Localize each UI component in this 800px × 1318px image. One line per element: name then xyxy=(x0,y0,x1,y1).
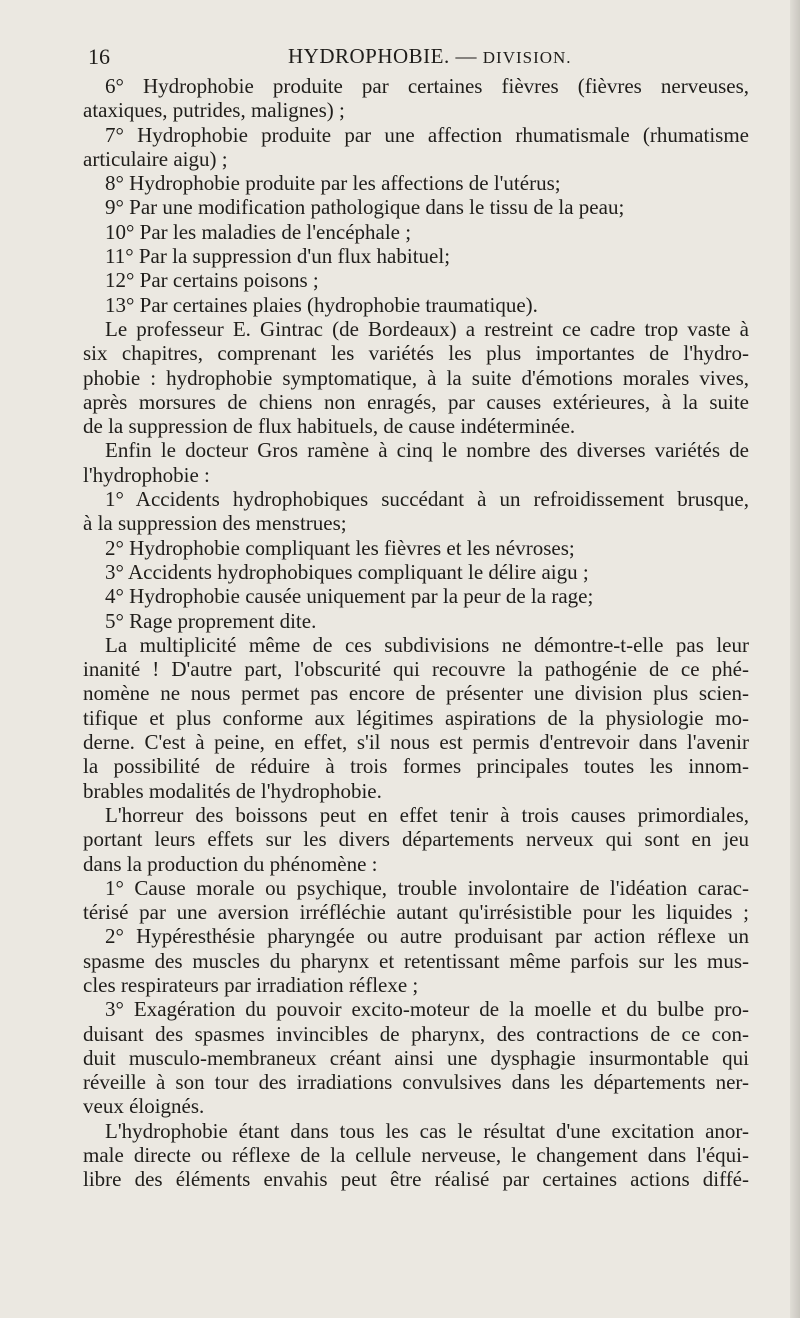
body-text xyxy=(83,74,749,1192)
text-line: térisé par une aversion irréfléchie autant qu'irrésistible pour les liquides ; xyxy=(83,900,749,925)
text-line: derne. C'est à peine, en effet, s'il nous est permis d'entrevoir dans l'avenir xyxy=(83,730,749,755)
page-header xyxy=(88,44,752,74)
text-line: 1° Cause morale ou psychique, trouble involontaire de l'idéation carac- xyxy=(105,875,749,900)
text-line: La multiplicité même de ces subdivisions ne démontre-t-elle pas leur xyxy=(105,632,749,657)
text-line: la possibilité de réduire à trois formes principales toutes les innom- xyxy=(83,754,749,779)
text-line: dans la production du phénomène : xyxy=(83,851,378,876)
running-title-sub: DIVISION. xyxy=(482,48,572,67)
text-line: duisant des spasmes invincibles de pharynx, des contractions de ce con- xyxy=(83,1021,749,1046)
text-line: male directe ou réflexe de la cellule nerveuse, le changement dans l'équi- xyxy=(83,1143,749,1168)
text-line: nomène ne nous permet pas encore de présenter une division plus scien- xyxy=(83,681,749,706)
text-line: 2° Hydrophobie compliquant les fièvres et les névroses; xyxy=(105,535,575,560)
text-line: 3° Exagération du pouvoir excito-moteur de la moelle et du bulbe pro- xyxy=(105,997,749,1022)
text-line: 7° Hydrophobie produite par une affection rhumatismale (rhumatisme xyxy=(105,122,749,147)
text-line: de la suppression de flux habituels, de cause indéterminée. xyxy=(83,414,576,439)
text-line: L'hydrophobie étant dans tous les cas le résultat d'une excitation anor- xyxy=(105,1118,749,1143)
text-line: inanité ! D'autre part, l'obscurité qui recouvre la pathogénie de ce phé- xyxy=(83,657,749,682)
running-title-dash: — xyxy=(455,44,478,68)
text-line: l'hydrophobie : xyxy=(83,462,210,487)
text-line: ataxiques, putrides, malignes) ; xyxy=(83,98,345,123)
text-line: cles respirateurs par irradiation réflexe ; xyxy=(83,972,419,997)
text-line: libre des éléments envahis peut être réalisé par certaines actions diffé- xyxy=(83,1167,749,1192)
text-line: après morsures de chiens non enragés, par causes extérieures, à la suite xyxy=(83,389,749,414)
text-line: six chapitres, comprenant les variétés les plus importantes de l'hydro- xyxy=(83,341,749,366)
text-line: phobie : hydrophobie symptomatique, à la suite d'émotions morales vives, xyxy=(83,365,749,390)
text-line: Le professeur E. Gintrac (de Bordeaux) a restreint ce cadre trop vaste à xyxy=(105,316,749,341)
text-line: 12° Par certains poisons ; xyxy=(105,268,319,293)
running-title xyxy=(288,44,572,69)
text-line: 4° Hydrophobie causée uniquement par la peur de la rage; xyxy=(105,584,594,609)
text-line: L'horreur des boissons peut en effet tenir à trois causes primordiales, xyxy=(105,802,749,827)
text-line: portant leurs effets sur les divers départements nerveux qui sont en jeu xyxy=(83,827,749,852)
text-line: duit musculo-membraneux créant ainsi une dysphagie insurmontable qui xyxy=(83,1045,749,1070)
text-line: 8° Hydrophobie produite par les affections de l'utérus; xyxy=(105,171,561,196)
text-line: 2° Hypéresthésie pharyngée ou autre produisant par action réflexe un xyxy=(105,924,749,949)
text-line: articulaire aigu) ; xyxy=(83,146,228,171)
text-line: 9° Par une modification pathologique dans le tissu de la peau; xyxy=(105,195,625,220)
text-line: 13° Par certaines plaies (hydrophobie traumatique). xyxy=(105,292,538,317)
text-line: brables modalités de l'hydrophobie. xyxy=(83,778,382,803)
text-line: veux éloignés. xyxy=(83,1094,205,1119)
text-line: à la suppression des menstrues; xyxy=(83,511,347,536)
page-number: 16 xyxy=(88,44,110,69)
text-line: 3° Accidents hydrophobiques compliquant le délire aigu ; xyxy=(105,559,589,584)
text-line: 11° Par la suppression d'un flux habituel; xyxy=(105,244,451,269)
text-line: Enfin le docteur Gros ramène à cinq le nombre des diverses variétés de xyxy=(105,438,749,463)
text-line: 10° Par les maladies de l'encéphale ; xyxy=(105,219,412,244)
text-line: tifique et plus conforme aux légitimes aspirations de la physiologie mo- xyxy=(83,705,749,730)
text-line: réveille à son tour des irradiations convulsives dans les départements ner- xyxy=(83,1070,749,1095)
text-line: 1° Accidents hydrophobiques succédant à un refroidissement brusque, xyxy=(105,487,749,512)
text-line: 5° Rage proprement dite. xyxy=(105,608,317,633)
text-line: spasme des muscles du pharynx et retentissant même parfois sur les mus- xyxy=(83,948,749,973)
running-title-main: HYDROPHOBIE. xyxy=(288,44,450,68)
text-line: 6° Hydrophobie produite par certaines fièvres (fièvres nerveuses, xyxy=(105,74,749,98)
